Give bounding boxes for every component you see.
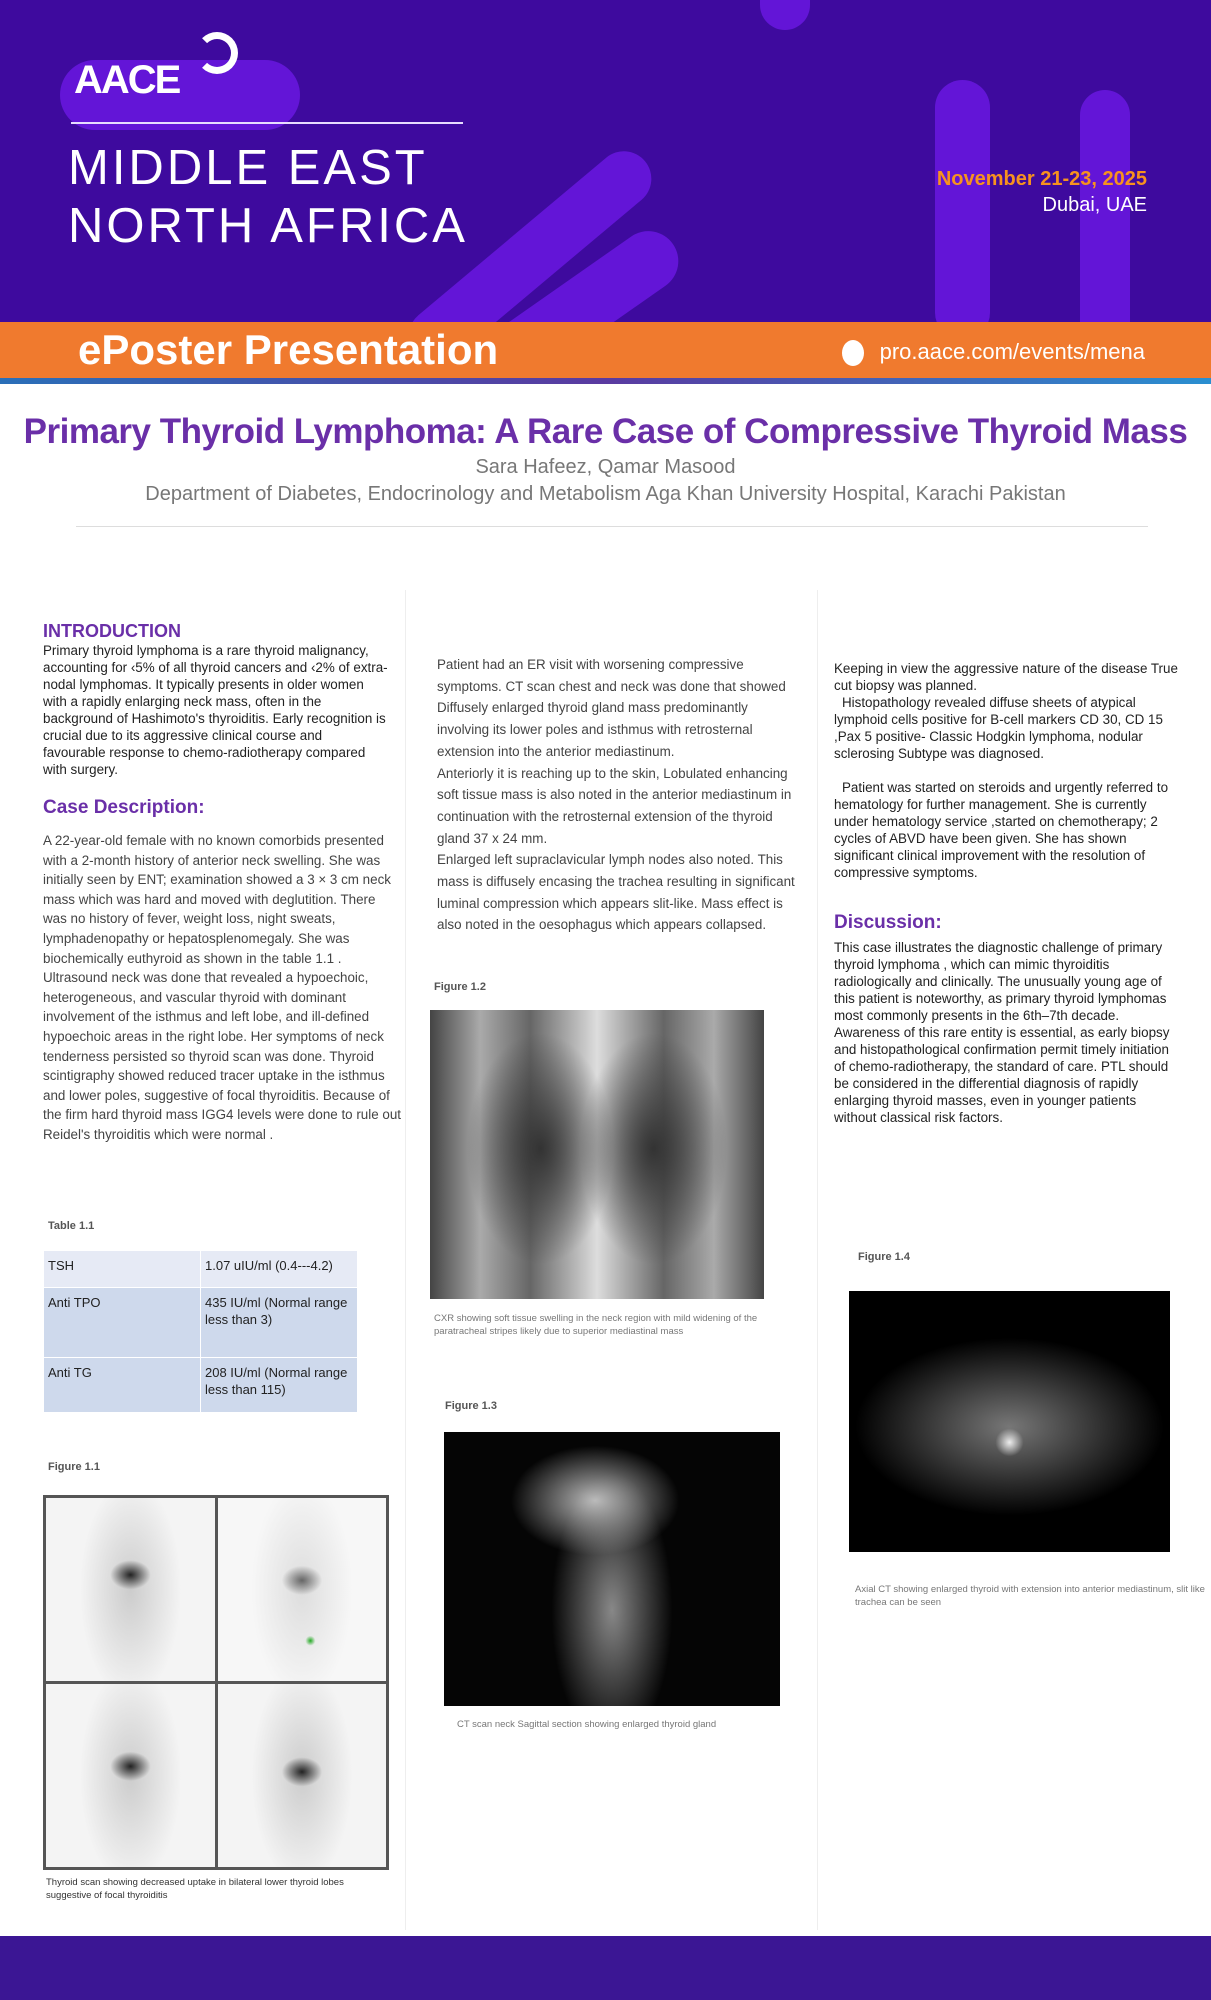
fig13-label: Figure 1.3 <box>445 1400 497 1412</box>
lab-table <box>43 1250 358 1413</box>
title-divider <box>76 526 1148 527</box>
fig12-caption: CXR showing soft tissue swelling in the neck region with mild widening of the paratracheal stripes likely due to superior mediastinal mass <box>434 1313 758 1337</box>
header-banner <box>0 0 1211 322</box>
discussion-text: This case illustrates the diagnostic challenge of primary thyroid lymphoma , which can mimic thyroiditis radiologically and clinically. The unusually young age of this patient is noteworthy, as primary thyroid lymphomas most commonly presents in the 6th–7th decade. Awareness of this rare entity is essential, as early biopsy and histopathological confirmation permit timely initiation of chemo-radiotherapy, the standard of care. PTL should be considered in the differential diagnosis of rapidly enlarging thyroid masses, even in younger patients without classical risk factors. <box>834 940 1170 1125</box>
ct-sagittal-image <box>444 1432 780 1706</box>
right-paragraph: Patient was started on steroids and urgently referred to hematology for further management. She is currently under hematology service ,started on chemotherapy; 2 cycles of ABVD have been given. She has shown significant clinical improvement with the resolution of compressive symptoms. <box>834 780 1169 880</box>
region-line2: NORTH AFRICA <box>68 199 468 253</box>
header-divider <box>71 122 463 124</box>
ct-paragraph: Anteriorly it is reaching up to the skin, Lobulated enhancing soft tissue mass is also noted in the anterior mediastinum in continuation with the retrosternal extension of the thyroid gland 37 x 24 mm. <box>437 765 792 846</box>
event-location: Dubai, UAE <box>1042 194 1147 216</box>
mouse-icon <box>842 340 864 366</box>
discussion-heading: Discussion: <box>834 912 942 933</box>
column-divider <box>405 590 406 1930</box>
table-cell: TSH <box>44 1251 201 1288</box>
table-cell: 1.07 uIU/ml (0.4---4.2) <box>201 1251 358 1288</box>
table-row <box>44 1288 358 1358</box>
axial-ct-image <box>849 1291 1170 1552</box>
right-paragraph: Keeping in view the aggressive nature of the disease True cut biopsy was planned. <box>834 661 1178 693</box>
intro-text: Primary thyroid lymphoma is a rare thyroid malignancy, accounting for ‹5% of all thyroid cancers and ‹2% of extra-nodal lymphomas. It typically presents in older women with a rapidly enlarging neck mass, often in the background of Hashimoto's thyroiditis. Early recognition is crucial due to its aggressive clinical course and favourable response to chemo-radiotherapy compared with surgery. <box>43 643 388 777</box>
fig14-caption: Axial CT showing enlarged thyroid with extension into anterior mediastinum, slit like trachea can be seen <box>855 1584 1205 1608</box>
region-line1: MIDDLE EAST <box>68 141 428 195</box>
case-text: A 22-year-old female with no known comorbids presented with a 2-month history of anterior neck swelling. She was initially seen by ENT; examination showed a 3 × 3 cm neck mass which was hard and moved with deglutition. There was no history of fever, weight loss, night sweats, lymphadenopathy or hepatosplenomegaly. She was biochemically euthyroid as shown in the table 1.1 . Ultrasound neck was done that revealed a hypoechoic, heterogeneous, and vascular thyroid with dominant involvement of the isthmus and left lobe, and ill-defined hypoechoic areas in the right lobe. Her symptoms of neck tenderness persisted so thyroid scan was done. Thyroid scintigraphy showed reduced tracer uptake in the isthmus and lower poles, suggestive of focal thyroiditis. Because of the firm hard thyroid mass IGG4 levels were done to rule out Reidel's thyroiditis which were normal . <box>43 833 401 1142</box>
logo-ribbon-icon <box>196 32 238 74</box>
table-cell: Anti TPO <box>44 1288 201 1358</box>
fig11-label: Figure 1.1 <box>48 1461 100 1473</box>
fig14-label: Figure 1.4 <box>858 1251 910 1263</box>
event-url[interactable]: pro.aace.com/events/mena <box>879 339 1145 364</box>
table-cell: Anti TG <box>44 1358 201 1413</box>
poster-title: Primary Thyroid Lymphoma: A Rare Case of Compressive Thyroid Mass <box>23 412 1188 451</box>
table-cell: 208 IU/ml (Normal range less than 115) <box>201 1358 358 1413</box>
chest-xray-image <box>430 1010 764 1299</box>
ct-paragraph: Enlarged left supraclavicular lymph nodes also noted. This mass is diffusely encasing the trachea resulting in significant luminal compression which appears slit-like. Mass effect is also noted in the oesophagus which appears collapsed. <box>437 852 795 933</box>
band-title: ePoster Presentation <box>78 326 499 373</box>
fig11-caption: Thyroid scan showing decreased uptake in bilateral lower thyroid lobes suggestive of focal thyroiditis <box>46 1877 344 1901</box>
authors: Sara Hafeez, Qamar Masood <box>475 456 736 478</box>
table-row <box>44 1358 358 1413</box>
event-date: November 21-23, 2025 <box>936 168 1147 190</box>
footer-bar <box>0 1936 1211 2000</box>
gradient-stripe <box>0 378 1211 384</box>
ct-paragraph: Patient had an ER visit with worsening compressive symptoms. CT scan chest and neck was done that showed Diffusely enlarged thyroid gland mass predominantly involving its lower poles and isthmus with retrosternal extension into the anterior mediastinum. <box>437 657 786 759</box>
table-row <box>44 1251 358 1288</box>
intro-heading: INTRODUCTION <box>43 621 181 641</box>
column-divider <box>817 590 818 1930</box>
right-paragraph: Histopathology revealed diffuse sheets of atypical lymphoid cells positive for B-cell markers CD 30, CD 15 ,Pax 5 positive- Classic Hodgkin lymphoma, nodular sclerosing Subtype was diagnosed. <box>834 695 1163 761</box>
ct-findings <box>437 654 795 936</box>
table-cell: 435 IU/ml (Normal range less than 3) <box>201 1288 358 1358</box>
affiliation: Department of Diabetes, Endocrinology and Metabolism Aga Khan University Hospital, Karachi Pakistan <box>145 483 1066 505</box>
fig12-label: Figure 1.2 <box>434 981 486 993</box>
fig13-caption: CT scan neck Sagittal section showing enlarged thyroid gland <box>457 1719 717 1730</box>
thyroid-scan-image <box>43 1495 389 1870</box>
table-label: Table 1.1 <box>48 1220 95 1232</box>
biopsy-management <box>834 660 1179 881</box>
case-heading: Case Description: <box>43 797 205 818</box>
aace-logo: AACE <box>74 58 180 102</box>
